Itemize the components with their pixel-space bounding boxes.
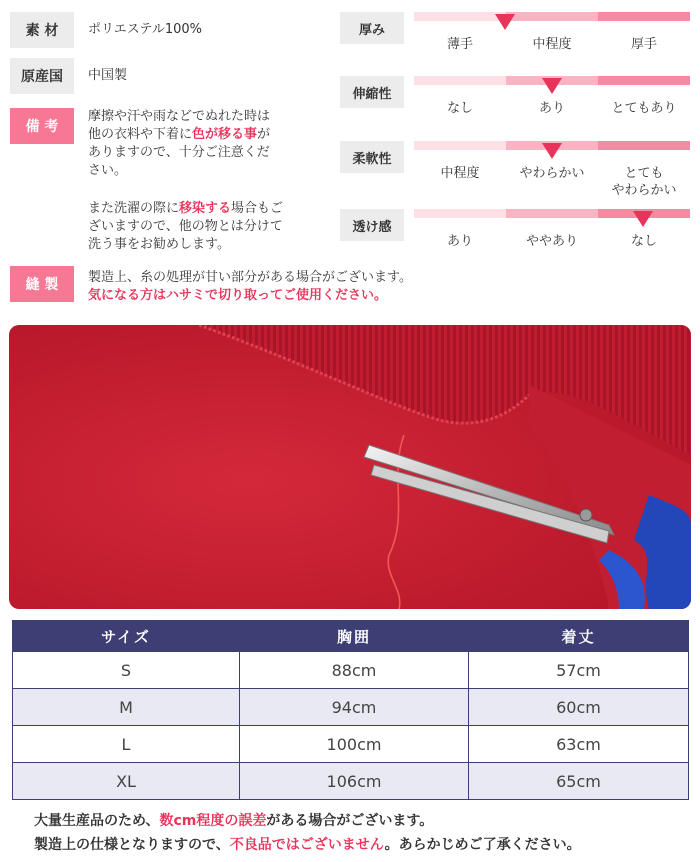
size-cell: XL — [13, 763, 240, 800]
rating-option: とても やわらかい — [611, 166, 677, 198]
rating-bar-segment — [598, 12, 690, 21]
material-value: ポリエステル100% — [88, 22, 202, 37]
footer-highlight: 数cm程度の誤差 — [159, 813, 267, 829]
header-size: サイズ — [13, 621, 240, 652]
table-row — [13, 689, 689, 726]
notes-line: さい。 — [88, 163, 128, 178]
notes-text-part: が — [257, 127, 271, 142]
rating-option: 厚手 — [630, 37, 657, 52]
rating-marker — [542, 78, 562, 94]
notes-line: 洗う事をお勧めします。 — [88, 237, 230, 252]
rating-marker — [495, 14, 515, 30]
rating-option: なし — [446, 101, 473, 116]
footer-note-1 — [34, 810, 433, 830]
size-table-header — [13, 621, 689, 652]
footer-note-2 — [34, 834, 581, 854]
rating-label: 伸縮性 — [340, 76, 404, 108]
rating-option: 中程度 — [532, 37, 572, 52]
notes-label: 備 考 — [10, 108, 74, 144]
fabric-photo — [9, 325, 691, 609]
notes-highlight: 移染する — [179, 201, 232, 216]
footer-highlight: 不良品ではございません — [229, 837, 385, 853]
rating-option: とてもあり — [611, 101, 677, 116]
rating-bar-segment — [414, 209, 506, 218]
notes-line: ありますので、十分ご注意くだ — [88, 145, 270, 160]
rating-label: 柔軟性 — [340, 141, 404, 173]
size-cell: L — [13, 726, 240, 763]
rating-label: 透け感 — [340, 209, 404, 241]
notes-text-part: 他の衣料や下着に — [88, 127, 193, 142]
notes-text-part: 場合もご — [231, 201, 284, 216]
sewing-line-2: 気になる方はハサミで切り取ってご使用ください。 — [88, 288, 388, 303]
notes-line — [88, 126, 270, 143]
size-table — [12, 620, 689, 800]
chest-cell: 94cm — [240, 689, 469, 726]
table-row — [13, 763, 689, 800]
origin-label: 原産国 — [10, 58, 74, 94]
notes-text-part: また洗濯の際に — [88, 201, 180, 216]
notes-line: ざいますので、他の物とは分けて — [88, 219, 283, 234]
footer-text: 製造上の仕様となりますので、 — [34, 837, 230, 853]
length-cell: 65cm — [469, 763, 689, 800]
notes-line: 摩擦や汗や雨などでぬれた時は — [88, 109, 271, 124]
chest-cell: 106cm — [240, 763, 469, 800]
rating-bar-segment — [598, 141, 690, 150]
rating-bar-segment — [414, 12, 506, 21]
table-row — [13, 652, 689, 689]
rating-marker — [633, 211, 653, 227]
rating-marker — [542, 143, 562, 159]
size-cell: S — [13, 652, 240, 689]
sewing-line-1: 製造上、糸の処理が甘い部分がある場合がございます。 — [88, 270, 412, 285]
rating-bar-segment — [414, 76, 506, 85]
length-cell: 57cm — [469, 652, 689, 689]
footer-text: 。あらかじめご了承ください。 — [384, 837, 581, 853]
material-label: 素 材 — [10, 12, 74, 48]
rating-option: やわらかい — [519, 166, 585, 181]
rating-bar-segment — [506, 12, 598, 21]
rating-bar-segment — [414, 141, 506, 150]
table-row — [13, 726, 689, 763]
notes-line — [88, 200, 283, 217]
rating-bar — [414, 12, 690, 21]
fleece-scissors-image — [9, 325, 691, 609]
size-cell: M — [13, 689, 240, 726]
rating-option: ややあり — [525, 234, 578, 249]
origin-value: 中国製 — [88, 68, 128, 83]
rating-bar-segment — [598, 76, 690, 85]
rating-bar-segment — [506, 209, 598, 218]
rating-option: なし — [630, 234, 657, 249]
header-chest: 胸囲 — [240, 621, 469, 652]
header-length: 着丈 — [469, 621, 689, 652]
rating-option: あり — [446, 234, 473, 249]
notes-highlight: 色が移る事 — [192, 127, 258, 142]
rating-option: あり — [538, 101, 565, 116]
chest-cell: 100cm — [240, 726, 469, 763]
rating-option: 中程度 — [440, 166, 480, 181]
rating-label: 厚み — [340, 12, 404, 44]
chest-cell: 88cm — [240, 652, 469, 689]
length-cell: 60cm — [469, 689, 689, 726]
footer-text: 大量生産品のため、 — [34, 813, 160, 829]
rating-option: 薄手 — [446, 37, 473, 52]
footer-text: がある場合がございます。 — [266, 813, 434, 829]
sewing-label: 縫 製 — [10, 266, 74, 302]
length-cell: 63cm — [469, 726, 689, 763]
